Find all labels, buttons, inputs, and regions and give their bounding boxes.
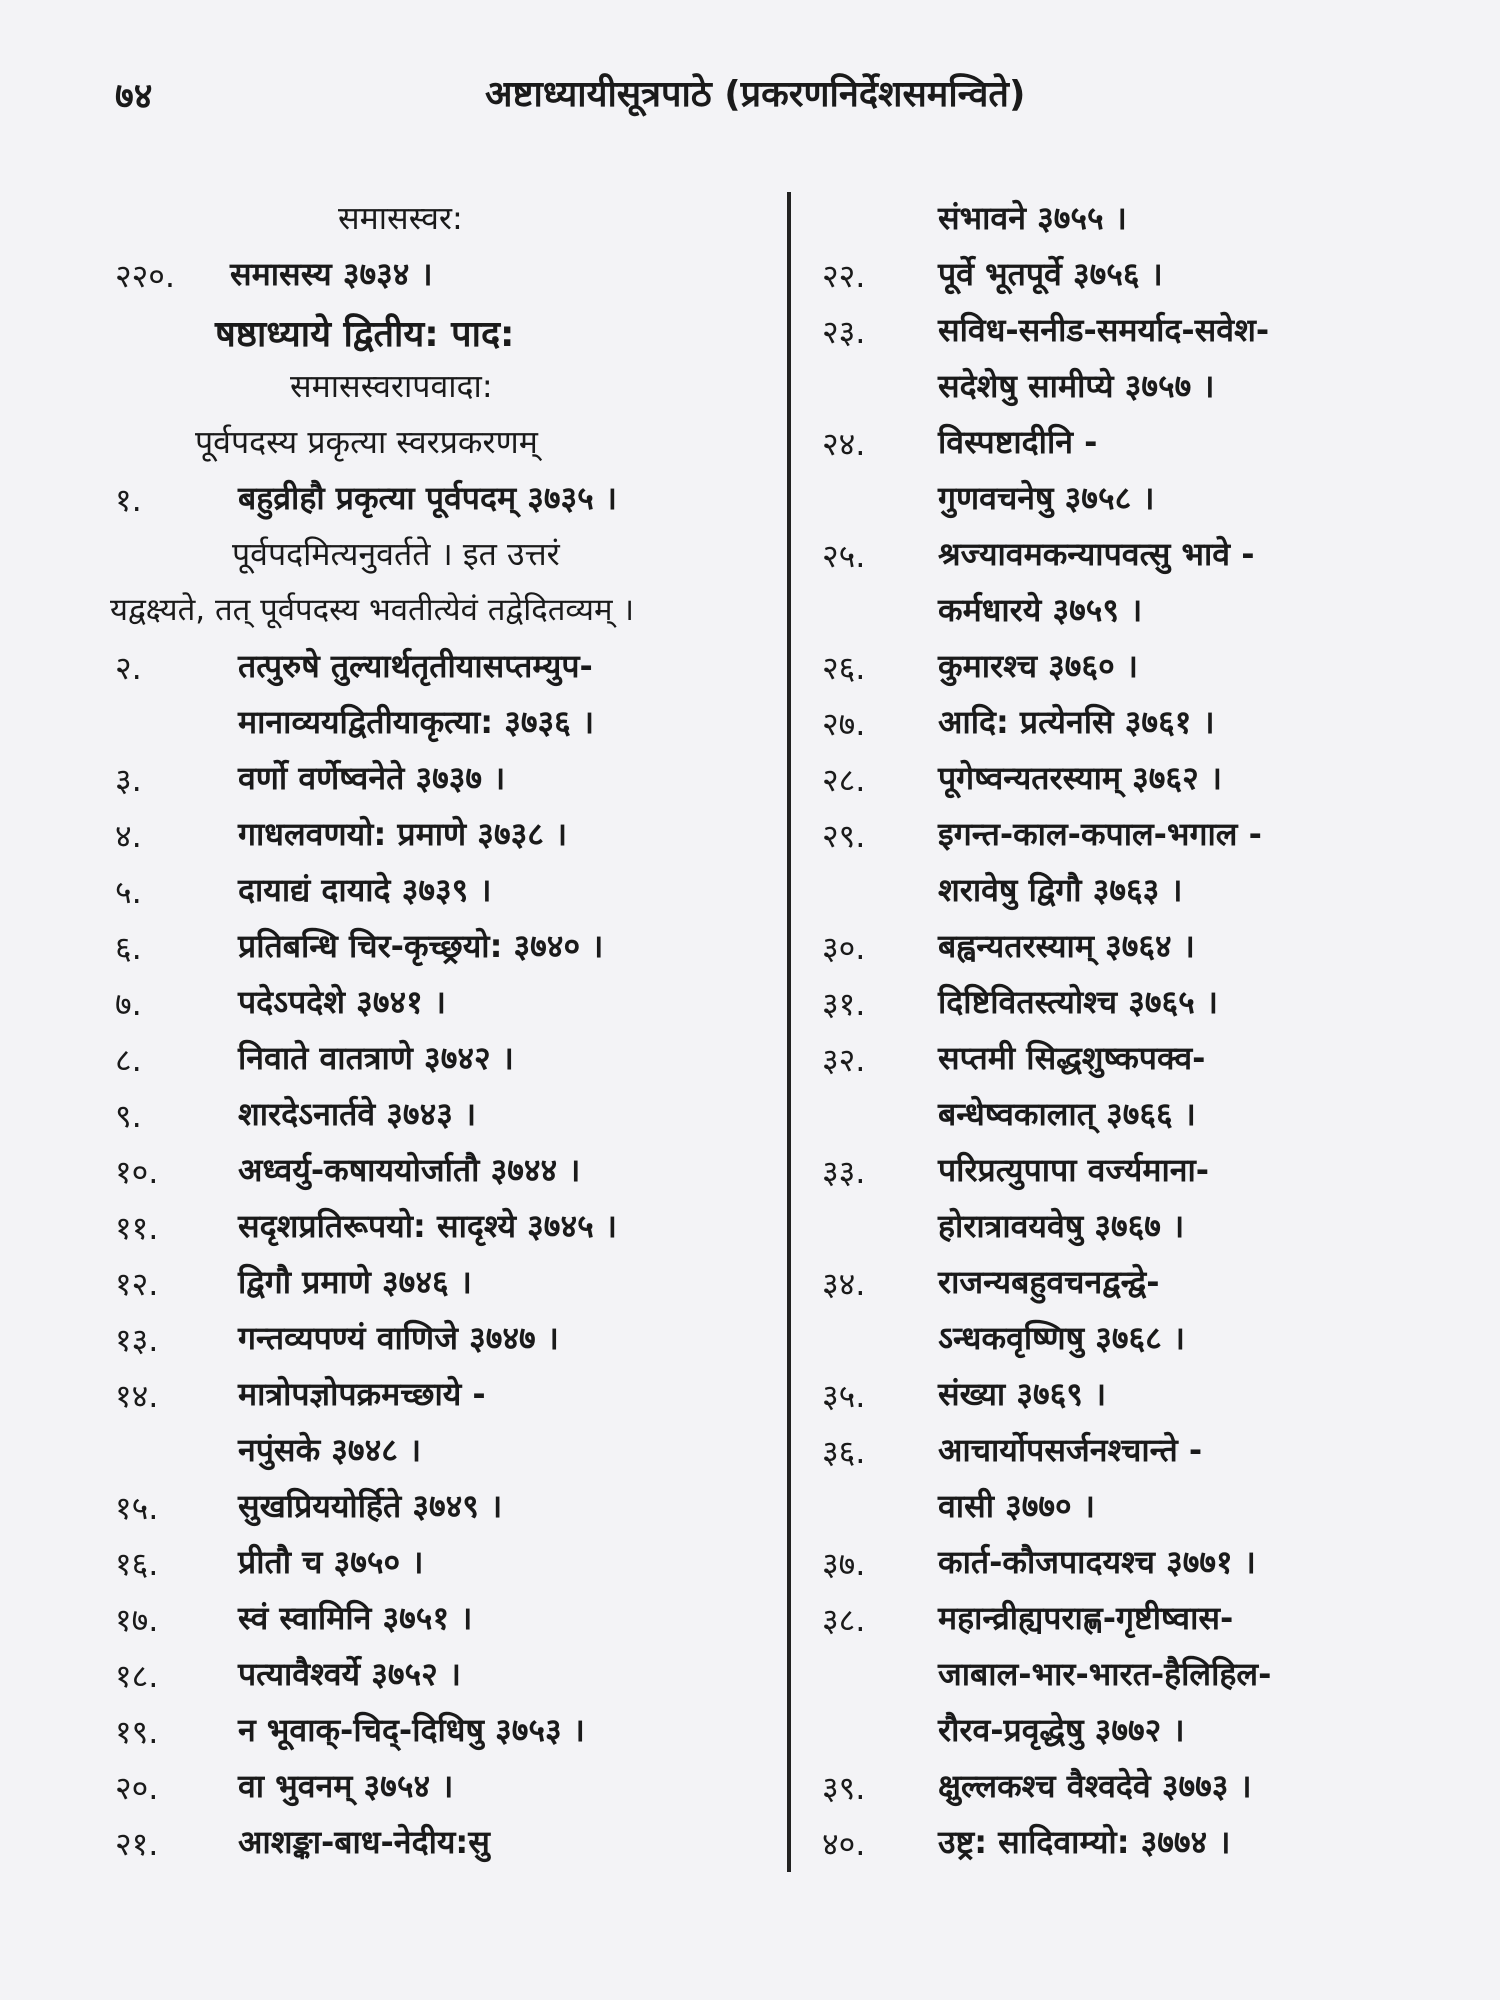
sutra-text: आचार्योपसर्जनश्चान्ते - — [938, 1431, 1203, 1469]
right-line — [800, 806, 1500, 862]
right-line — [800, 358, 1500, 414]
left-line — [0, 1310, 780, 1366]
sutra-number: २७. — [822, 705, 866, 743]
commentary-text: यद्वक्ष्यते, तत् पूर्वपदस्य भवतीत्येवं तद्वेदितव्यम् । — [110, 592, 635, 628]
sutra-number: ३. — [115, 761, 142, 799]
right-line — [800, 1590, 1500, 1646]
sutra-text: सुखप्रिययोर्हिते ३७४९ । — [238, 1487, 503, 1525]
sutra-text: पूगेष्वन्यतरस्याम् ३७६२ । — [938, 759, 1222, 797]
section-heading: समासस्वरापवादा: — [290, 367, 493, 405]
sutra-text: वा भुवनम् ३७५४ । — [238, 1767, 454, 1805]
right-line — [800, 1758, 1500, 1814]
left-line — [0, 1142, 780, 1198]
sutra-text: मात्रोपज्ञोपक्रमच्छाये - — [238, 1375, 486, 1413]
left-line — [0, 1590, 780, 1646]
sutra-text: संख्या ३७६९ । — [938, 1375, 1107, 1413]
right-line — [800, 1030, 1500, 1086]
sutra-number: १५. — [115, 1489, 159, 1527]
sutra-number: २६. — [822, 649, 866, 687]
sutra-text: ऽन्धकवृष्णिषु ३७६८ । — [938, 1319, 1186, 1357]
sutra-text: आशङ्का-बाध-नेदीय:सु — [238, 1823, 490, 1861]
sutra-number: २५. — [822, 537, 866, 575]
sutra-number: ३०. — [822, 929, 866, 967]
right-line — [800, 1702, 1500, 1758]
sutra-number: १. — [115, 481, 142, 519]
sutra-text: द्विगौ प्रमाणे ३७४६ । — [238, 1263, 472, 1301]
sutra-text: निवाते वातत्राणे ३७४२ । — [238, 1039, 514, 1077]
sutra-text: राजन्यबहुवचनद्वन्द्वे- — [938, 1263, 1160, 1301]
left-line — [0, 358, 780, 414]
left-line — [0, 1646, 780, 1702]
right-line — [800, 694, 1500, 750]
sutra-text: न भूवाक्-चिद्-दिधिषु ३७५३ । — [238, 1711, 585, 1749]
column-divider — [787, 192, 791, 1872]
sutra-text: कुमारश्च ३७६० । — [938, 647, 1138, 685]
left-line — [0, 1758, 780, 1814]
sutra-text: वासी ३७७० । — [938, 1487, 1095, 1525]
sutra-number: १६. — [115, 1545, 159, 1583]
left-line — [0, 302, 780, 358]
left-line — [0, 414, 780, 470]
sutra-number: १३. — [115, 1321, 159, 1359]
sutra-number: १८. — [115, 1657, 159, 1695]
sutra-text: शरावेषु द्विगौ ३७६३ । — [938, 871, 1183, 909]
left-line — [0, 918, 780, 974]
sutra-number: ८. — [115, 1041, 142, 1079]
sutra-number: ३९. — [822, 1769, 866, 1807]
sutra-number: २०. — [115, 1769, 159, 1807]
left-line — [0, 1366, 780, 1422]
sutra-text: कार्त-कौजपादयश्च ३७७१ । — [938, 1543, 1256, 1581]
sutra-number: ३५. — [822, 1377, 866, 1415]
sutra-number: २९. — [822, 817, 866, 855]
right-line — [800, 246, 1500, 302]
left-line — [0, 526, 780, 582]
left-line — [0, 974, 780, 1030]
left-line — [0, 862, 780, 918]
page-header — [0, 68, 1500, 128]
sutra-text: पत्यावैश्वर्ये ३७५२ । — [238, 1655, 462, 1693]
sutra-text: आदि: प्रत्येनसि ३७६१ । — [938, 703, 1215, 741]
sutra-text: क्षुल्लकश्च वैश्वदेवे ३७७३ । — [938, 1767, 1252, 1805]
left-line — [0, 1030, 780, 1086]
left-line — [0, 470, 780, 526]
left-line — [0, 638, 780, 694]
sutra-text: गुणवचनेषु ३७५८ । — [938, 479, 1155, 517]
left-line — [0, 190, 780, 246]
right-line — [800, 638, 1500, 694]
sutra-number: २२. — [822, 257, 866, 295]
sutra-text: परिप्रत्युपापा वर्ज्यमाना- — [938, 1151, 1210, 1189]
sutra-number: १७. — [115, 1601, 159, 1639]
right-line — [800, 1310, 1500, 1366]
sutra-number: ५. — [115, 873, 142, 911]
sutra-text: दायाद्यं दायादे ३७३९ । — [238, 871, 492, 909]
sutra-number: ७. — [115, 985, 142, 1023]
section-heading: पूर्वपदस्य प्रकृत्या स्वरप्रकरणम् — [195, 423, 538, 461]
left-column — [0, 190, 780, 1870]
sutra-text: पूर्वे भूतपूर्वे ३७५६ । — [938, 255, 1163, 293]
sutra-text: बह्वन्यतरस्याम् ३७६४ । — [938, 927, 1195, 965]
sutra-number: ३७. — [822, 1545, 866, 1583]
sutra-text: प्रतिबन्धि चिर-कृच्छ्रयो: ३७४० । — [238, 927, 604, 965]
left-line — [0, 1254, 780, 1310]
sutra-text: सविध-सनीड-समर्याद-सवेश- — [938, 311, 1270, 349]
sutra-number: ३१. — [822, 985, 866, 1023]
sutra-number: ४०. — [822, 1825, 866, 1863]
sutra-text: स्वं स्वामिनि ३७५१ । — [238, 1599, 473, 1637]
commentary-text: पूर्वपदमित्यनुवर्तते । इत उत्तरं — [232, 535, 560, 573]
left-line — [0, 1814, 780, 1870]
right-line — [800, 1086, 1500, 1142]
sutra-text: संभावने ३७५५ । — [938, 199, 1127, 237]
right-line — [800, 1478, 1500, 1534]
sutra-text: प्रीतौ च ३७५० । — [238, 1543, 424, 1581]
right-line — [800, 750, 1500, 806]
right-line — [800, 414, 1500, 470]
left-line — [0, 694, 780, 750]
sutra-number: ३३. — [822, 1153, 866, 1191]
sutra-number: ६. — [115, 929, 142, 967]
sutra-number: १२. — [115, 1265, 159, 1303]
sutra-number: ३४. — [822, 1265, 866, 1303]
left-line — [0, 806, 780, 862]
right-line — [800, 918, 1500, 974]
sutra-text: पदेऽपदेशे ३७४१ । — [238, 983, 447, 1021]
right-line — [800, 1366, 1500, 1422]
sutra-text: समासस्य ३७३४ । — [230, 255, 433, 293]
right-line — [800, 582, 1500, 638]
sutra-number: ३२. — [822, 1041, 866, 1079]
sutra-text: श्रज्यावमकन्यापवत्सु भावे - — [938, 535, 1255, 573]
sutra-text: रौरव-प्रवृद्धेषु ३७७२ । — [938, 1711, 1185, 1749]
right-line — [800, 1422, 1500, 1478]
section-heading: समासस्वर: — [338, 199, 463, 237]
sutra-text: इगन्त-काल-कपाल-भगाल - — [938, 815, 1262, 853]
sutra-text: सप्तमी सिद्धशुष्कपक्व- — [938, 1039, 1206, 1077]
page-number: ७४ — [115, 76, 153, 117]
right-line — [800, 862, 1500, 918]
sutra-number: ४. — [115, 817, 142, 855]
sutra-number: ९. — [115, 1097, 142, 1135]
running-title: अष्टाध्यायीसूत्रपाठे (प्रकरणनिर्देशसमन्विते) — [485, 74, 1026, 115]
right-line — [800, 470, 1500, 526]
sutra-text: गन्तव्यपण्यं वाणिजे ३७४७ । — [238, 1319, 559, 1357]
sutra-number: ३८. — [822, 1601, 866, 1639]
left-line — [0, 582, 780, 638]
right-line — [800, 526, 1500, 582]
sutra-text: जाबाल-भार-भारत-हैलिहिल- — [938, 1655, 1272, 1693]
sutra-text: विस्पष्टादीनि - — [938, 423, 1098, 461]
section-heading: षष्ठाध्याये द्वितीय: पाद: — [215, 314, 515, 355]
sutra-text: होरात्रावयवेषु ३७६७ । — [938, 1207, 1185, 1245]
sutra-number: ११. — [115, 1209, 159, 1247]
sutra-text: गाधलवणयो: प्रमाणे ३७३८ । — [238, 815, 568, 853]
sutra-text: बन्धेष्वकालात् ३७६६ । — [938, 1095, 1196, 1133]
sutra-text: महान्व्रीह्यपराह्ण-गृष्टीष्वास- — [938, 1599, 1234, 1637]
right-line — [800, 302, 1500, 358]
sutra-text: सदृशप्रतिरूपयो: सादृश्ये ३७४५ । — [238, 1207, 617, 1245]
sutra-text: उष्ट्र: सादिवाम्यो: ३७७४ । — [938, 1823, 1231, 1861]
sutra-number: २४. — [822, 425, 866, 463]
sutra-number: २३. — [822, 313, 866, 351]
sutra-text: सदेशेषु सामीप्ये ३७५७ । — [938, 367, 1215, 405]
sutra-number: २२०. — [115, 257, 176, 295]
right-line — [800, 1142, 1500, 1198]
sutra-text: नपुंसके ३७४८ । — [238, 1431, 422, 1469]
sutra-text: शारदेऽनार्तवे ३७४३ । — [238, 1095, 477, 1133]
left-line — [0, 1422, 780, 1478]
sutra-number: ३६. — [822, 1433, 866, 1471]
sutra-number: २. — [115, 649, 142, 687]
right-line — [800, 1814, 1500, 1870]
left-line — [0, 1478, 780, 1534]
sutra-text: मानाव्ययद्वितीयाकृत्या: ३७३६ । — [238, 703, 595, 741]
sutra-text: कर्मधारये ३७५९ । — [938, 591, 1143, 629]
sutra-number: १४. — [115, 1377, 159, 1415]
left-line — [0, 246, 780, 302]
left-line — [0, 1702, 780, 1758]
sutra-text: बहुव्रीहौ प्रकृत्या पूर्वपदम् ३७३५ । — [238, 479, 618, 517]
right-line — [800, 1254, 1500, 1310]
right-line — [800, 1534, 1500, 1590]
left-line — [0, 750, 780, 806]
left-line — [0, 1086, 780, 1142]
sutra-number: २८. — [822, 761, 866, 799]
left-line — [0, 1534, 780, 1590]
sutra-number: १९. — [115, 1713, 159, 1751]
sutra-text: अध्वर्यु-कषाययोर्जातौ ३७४४ । — [238, 1151, 581, 1189]
sutra-text: वर्णो वर्णेष्वनेते ३७३७ । — [238, 759, 506, 797]
right-line — [800, 974, 1500, 1030]
right-line — [800, 190, 1500, 246]
right-line — [800, 1198, 1500, 1254]
sutra-number: १०. — [115, 1153, 159, 1191]
left-line — [0, 1198, 780, 1254]
sutra-number: २१. — [115, 1825, 159, 1863]
sutra-text: दिष्टिवितस्त्योश्च ३७६५ । — [938, 983, 1219, 1021]
right-column — [800, 190, 1500, 1870]
sutra-text: तत्पुरुषे तुल्यार्थतृतीयासप्तम्युप- — [238, 647, 593, 685]
right-line — [800, 1646, 1500, 1702]
